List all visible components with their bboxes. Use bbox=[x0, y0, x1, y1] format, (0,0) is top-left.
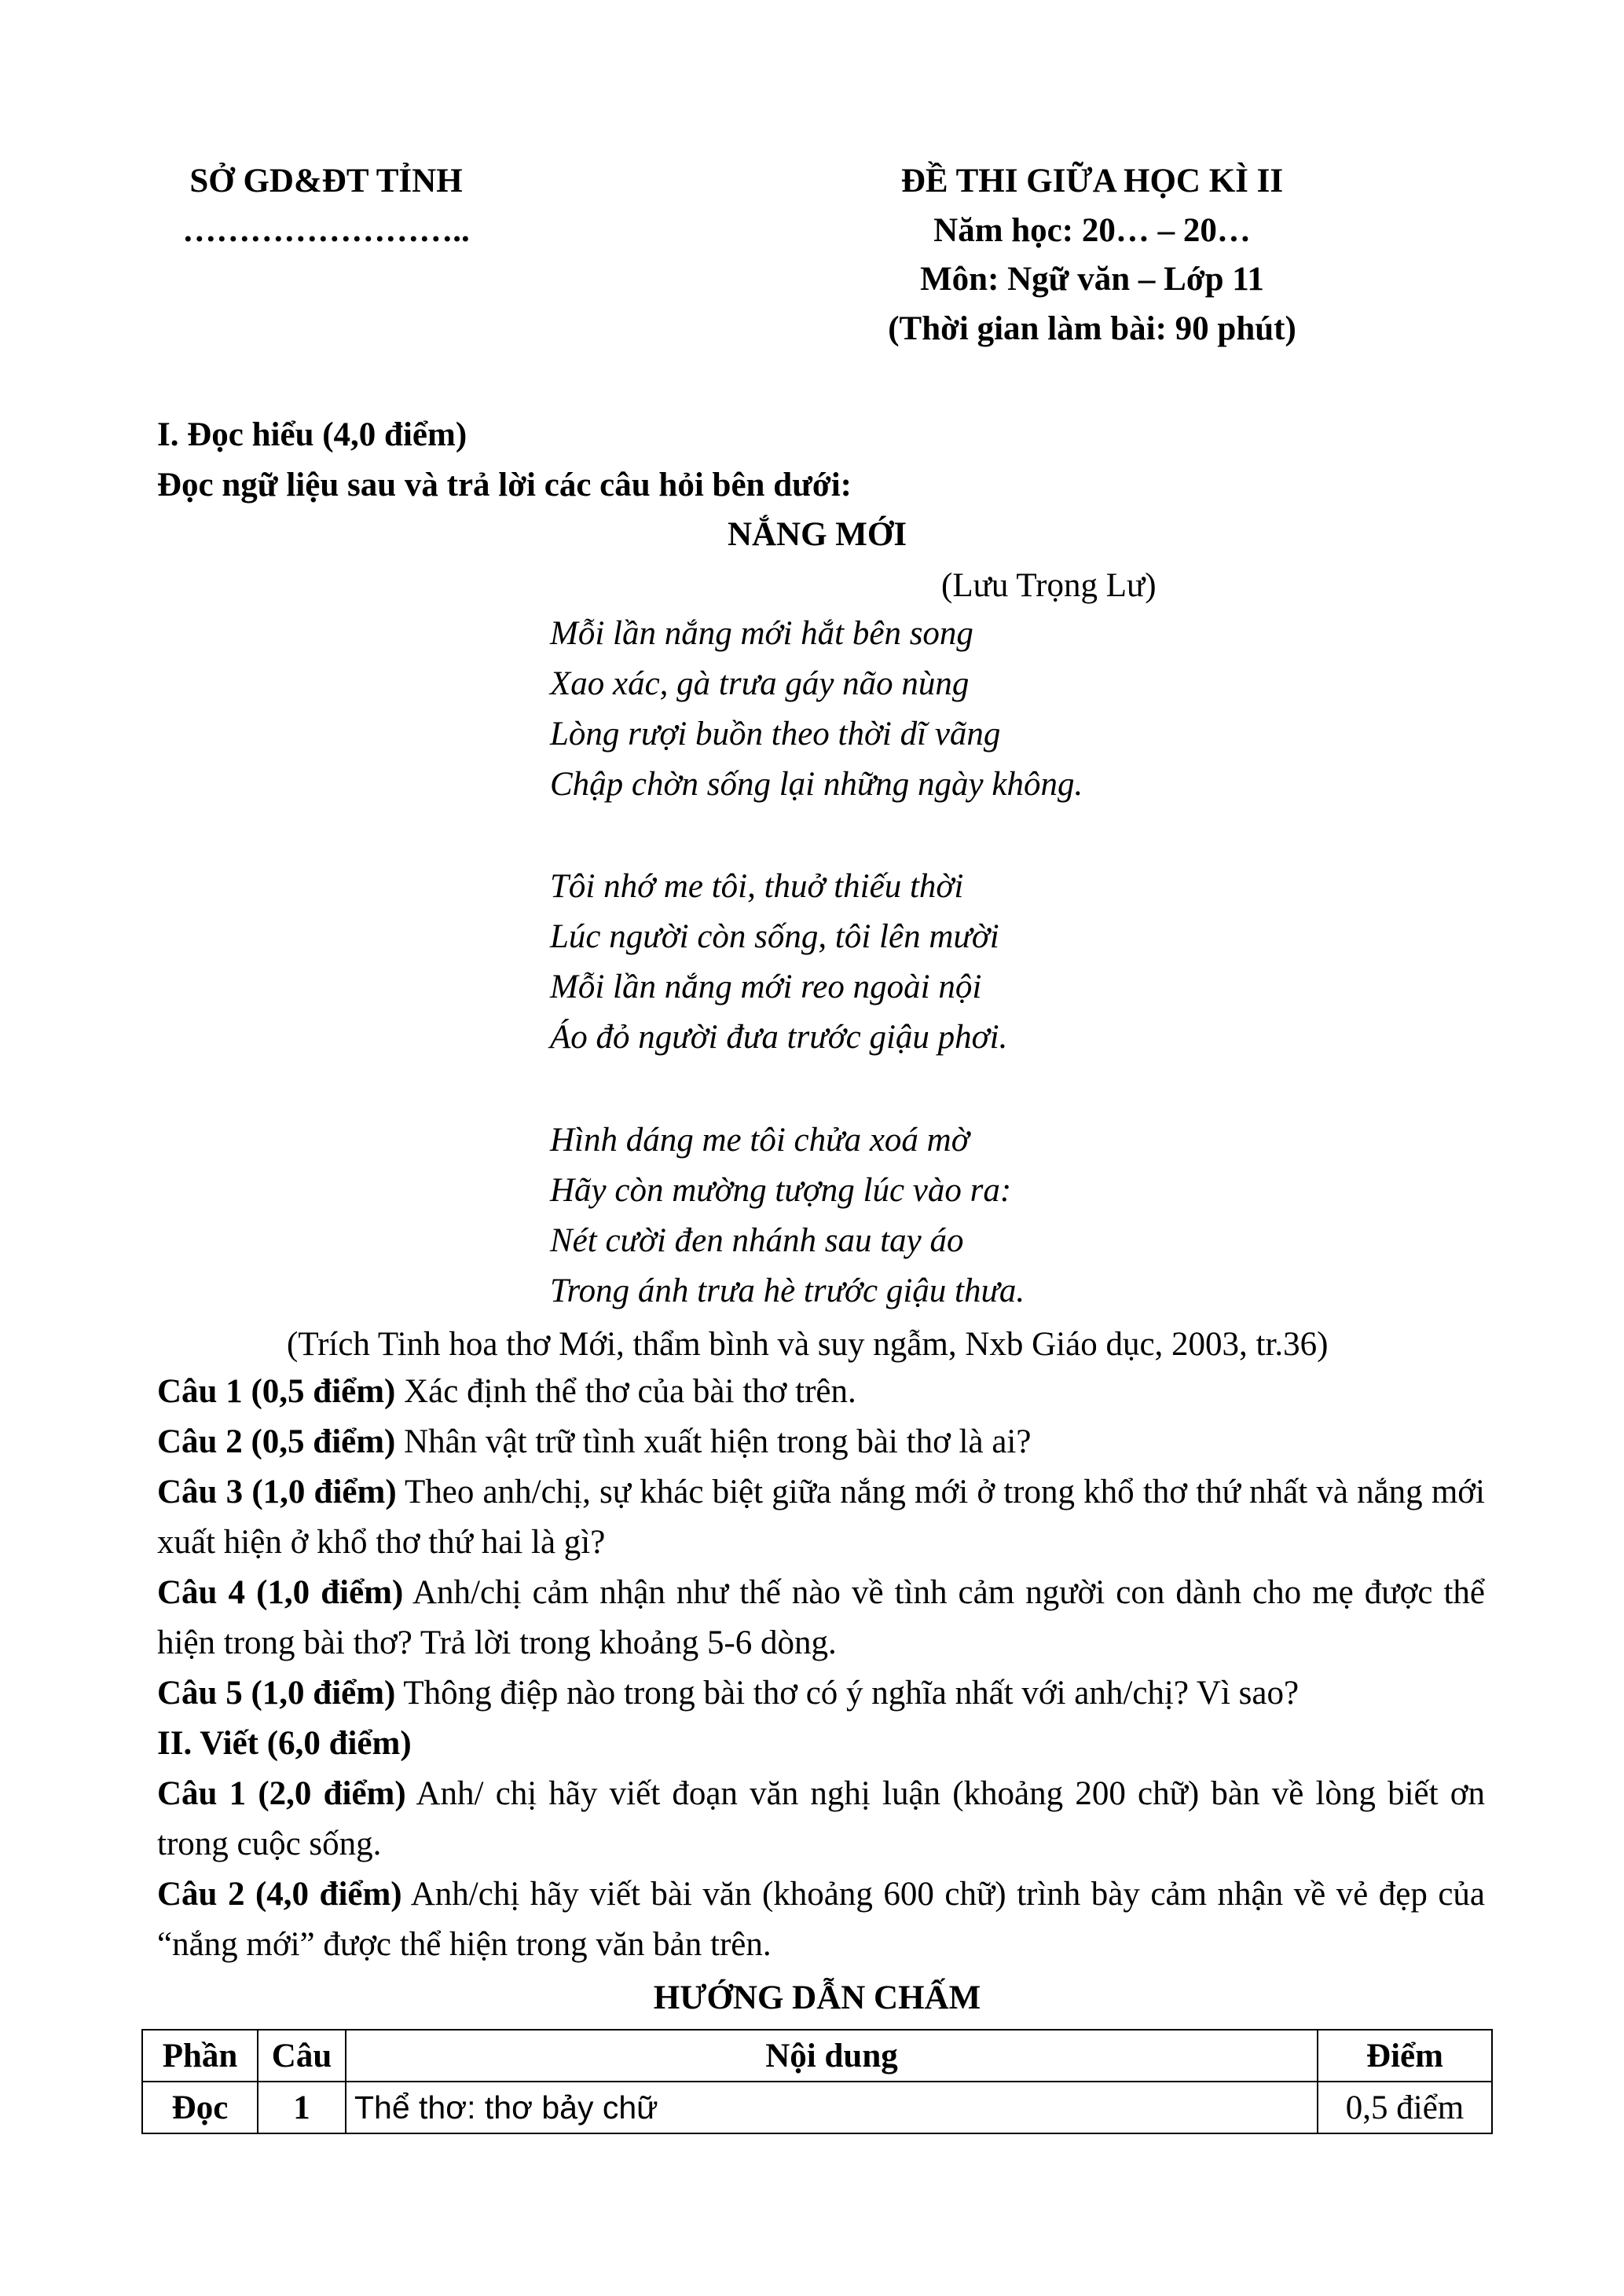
header-left-line1: SỞ GD&ĐT TỈNH bbox=[189, 163, 463, 200]
cell-part: Đọc bbox=[142, 2082, 258, 2133]
header-content: Nội dung bbox=[346, 2030, 1318, 2082]
poem-author: (Lưu Trọng Lư) bbox=[941, 567, 1157, 604]
poem-stanza-2 bbox=[550, 862, 1257, 1063]
question-2 bbox=[157, 1417, 1485, 1467]
question-label: Câu 2 (0,5 điểm) bbox=[157, 1423, 396, 1460]
question-1 bbox=[157, 1367, 1485, 1417]
poem-stanza-3 bbox=[550, 1115, 1257, 1316]
question-text: Nhân vật trữ tình xuất hiện trong bài thơ là ai? bbox=[395, 1423, 1032, 1460]
question-3 bbox=[157, 1467, 1485, 1568]
poem-line: Chập chờn sống lại những ngày không. bbox=[550, 766, 1083, 803]
header-question: Câu bbox=[258, 2030, 346, 2082]
header-right-line3: Môn: Ngữ văn – Lớp 11 bbox=[920, 261, 1264, 298]
poem-line: Hình dáng me tôi chửa xoá mờ bbox=[550, 1122, 970, 1159]
question-text: Anh/ chị hãy viết đoạn văn nghị luận (khoảng 200 chữ) bàn về lòng biết ơn trong cuộc sống. bbox=[157, 1775, 1485, 1862]
header-right-line4: (Thời gian làm bài: 90 phút) bbox=[888, 310, 1296, 347]
poem-line: Áo đỏ người đưa trước giậu phơi. bbox=[550, 1019, 1008, 1056]
question-text: Xác định thể thơ của bài thơ trên. bbox=[395, 1373, 856, 1410]
cell-question: 1 bbox=[258, 2082, 346, 2133]
question-text: Anh/chị cảm nhận như thế nào về tình cảm người con dành cho mẹ được thể hiện trong bài thơ? Trả lời trong khoảng 5-6 dòng. bbox=[157, 1574, 1486, 1661]
poem-line: Hãy còn mường tượng lúc vào ra: bbox=[550, 1172, 1012, 1209]
header-score: Điểm bbox=[1318, 2030, 1492, 2082]
writing-question-1 bbox=[157, 1769, 1485, 1869]
poem-line: Xao xác, gà trưa gáy não nùng bbox=[550, 665, 970, 702]
question-5 bbox=[157, 1668, 1485, 1719]
section2-title: II. Viết (6,0 điểm) bbox=[157, 1725, 412, 1762]
question-4 bbox=[157, 1568, 1485, 1668]
section1-instruction: Đọc ngữ liệu sau và trả lời các câu hỏi bên dưới: bbox=[157, 467, 852, 504]
question-label: Câu 5 (1,0 điểm) bbox=[157, 1675, 396, 1712]
writing-question-2 bbox=[157, 1869, 1485, 1970]
header-left-line2: …………………….. bbox=[182, 212, 470, 249]
poem-line: Lúc người còn sống, tôi lên mười bbox=[550, 918, 999, 955]
cell-score: 0,5 điểm bbox=[1318, 2082, 1492, 2133]
question-label: Câu 1 (2,0 điểm) bbox=[157, 1775, 406, 1812]
header-right-line2: Năm học: 20… – 20… bbox=[933, 212, 1251, 249]
poem-source: (Trích Tinh hoa thơ Mới, thẩm bình và suy ngẫm, Nxb Giáo dục, 2003, tr.36) bbox=[287, 1326, 1329, 1363]
poem-line: Mỗi lần nắng mới reo ngoài nội bbox=[550, 969, 982, 1005]
question-text: Anh/chị hãy viết bài văn (khoảng 600 chữ) trình bày cảm nhận về vẻ đẹp của “nắng mới” được thể hiện trong văn bản trên. bbox=[157, 1876, 1485, 1963]
poem-title: NẮNG MỚI bbox=[727, 516, 907, 553]
poem-line: Lòng rượi buồn theo thời dĩ vãng bbox=[550, 716, 1001, 753]
question-label: Câu 3 (1,0 điểm) bbox=[157, 1474, 397, 1511]
question-text: Theo anh/chị, sự khác biệt giữa nắng mới ở trong khổ thơ thứ nhất và nắng mới xuất hiện ở khổ thơ thứ hai là gì? bbox=[157, 1474, 1485, 1561]
table-header-row bbox=[142, 2030, 1492, 2082]
question-label: Câu 1 (0,5 điểm) bbox=[157, 1373, 396, 1410]
question-text: Thông điệp nào trong bài thơ có ý nghĩa nhất với anh/chị? Vì sao? bbox=[395, 1675, 1300, 1712]
poem-line: Trong ánh trưa hè trước giậu thưa. bbox=[550, 1273, 1025, 1309]
question-label: Câu 2 (4,0 điểm) bbox=[157, 1876, 402, 1913]
poem-line: Nét cười đen nhánh sau tay áo bbox=[550, 1222, 964, 1259]
question-label: Câu 4 (1,0 điểm) bbox=[157, 1574, 404, 1611]
table-row bbox=[142, 2082, 1492, 2133]
poem-line: Mỗi lần nắng mới hắt bên song bbox=[550, 615, 973, 652]
grading-table bbox=[141, 2029, 1493, 2134]
guide-title: HƯỚNG DẪN CHẤM bbox=[653, 1979, 981, 2016]
cell-content: Thể thơ: thơ bảy chữ bbox=[346, 2082, 1318, 2133]
header-right-line1: ĐỀ THI GIỮA HỌC KÌ II bbox=[900, 163, 1284, 200]
poem-stanza-1 bbox=[550, 609, 1257, 810]
section1-title: I. Đọc hiểu (4,0 điểm) bbox=[157, 416, 467, 453]
poem-line: Tôi nhớ me tôi, thuở thiếu thời bbox=[550, 868, 964, 905]
header-part: Phần bbox=[142, 2030, 258, 2082]
